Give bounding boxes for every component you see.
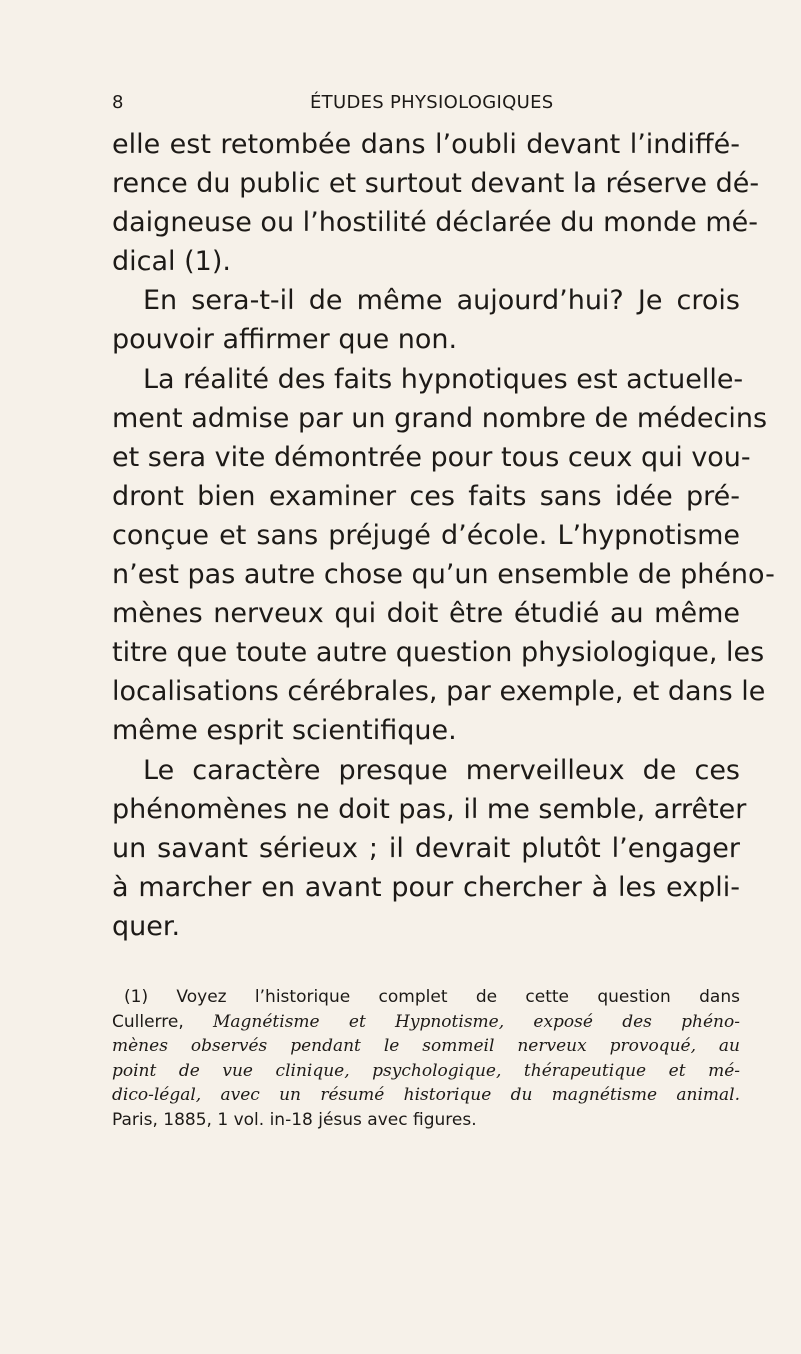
footnote-line: dico-légal, avec un résumé historique du magnétisme animal. bbox=[112, 1085, 740, 1105]
body-line: à marcher en avant pour chercher à les expli- bbox=[112, 871, 740, 903]
footnote bbox=[112, 985, 740, 1132]
body-line: En sera-t-il de même aujourd’hui? Je crois bbox=[143, 285, 740, 317]
body-line: Le caractère presque merveilleux de ces bbox=[143, 754, 740, 786]
footnote-author: Cullerre, bbox=[112, 1011, 213, 1032]
body-line: même esprit scientifique. bbox=[112, 715, 457, 747]
footnote-book-title: Magnétisme et Hypnotisme, exposé des phéno- bbox=[213, 1011, 740, 1032]
body-line: n’est pas autre chose qu’un ensemble de phéno- bbox=[112, 559, 775, 591]
body-line: et sera vite démontrée pour tous ceux qui vou- bbox=[112, 441, 751, 473]
body-line: rence du public et surtout devant la réserve dé- bbox=[112, 168, 760, 200]
footnote-line: point de vue clinique, psychologique, thérapeutique et mé- bbox=[112, 1060, 740, 1081]
body-line: ment admise par un grand nombre de médecins bbox=[112, 402, 768, 434]
body-line: conçue et sans préjugé d’école. L’hypnotisme bbox=[112, 519, 740, 551]
body-line: dront bien examiner ces faits sans idée pré- bbox=[112, 480, 740, 512]
body-line: quer. bbox=[112, 910, 181, 942]
page-number: 8 bbox=[112, 92, 124, 113]
body-line: daigneuse ou l’hostilité déclarée du monde mé- bbox=[112, 207, 758, 239]
footnote-line: mènes observés pendant le sommeil nerveux provoqué, au bbox=[112, 1036, 740, 1056]
body-line: localisations cérébrales, par exemple, et dans le bbox=[112, 676, 766, 708]
body-line: mènes nerveux qui doit être étudié au même bbox=[112, 598, 740, 630]
body-line: elle est retombée dans l’oubli devant l’indiffé- bbox=[112, 129, 740, 160]
body-line: dical (1). bbox=[112, 246, 231, 278]
body-line: phénomènes ne doit pas, il me semble, arrêter bbox=[112, 793, 747, 825]
running-title: ÉTUDES PHYSIOLOGIQUES bbox=[310, 92, 554, 113]
footnote-line bbox=[112, 1010, 740, 1035]
body-line: un savant sérieux ; il devrait plutôt l’engager bbox=[112, 832, 740, 864]
footnote-line: Paris, 1885, 1 vol. in-18 jésus avec figures. bbox=[112, 1109, 477, 1130]
body-text bbox=[112, 125, 775, 946]
page-header bbox=[112, 92, 750, 116]
body-line: La réalité des faits hypnotiques est actuelle- bbox=[143, 363, 744, 395]
body-line: titre que toute autre question physiologique, les bbox=[112, 637, 765, 669]
body-line: pouvoir affirmer que non. bbox=[112, 324, 458, 356]
footnote-line: (1) Voyez l’historique complet de cette question dans bbox=[124, 987, 740, 1007]
